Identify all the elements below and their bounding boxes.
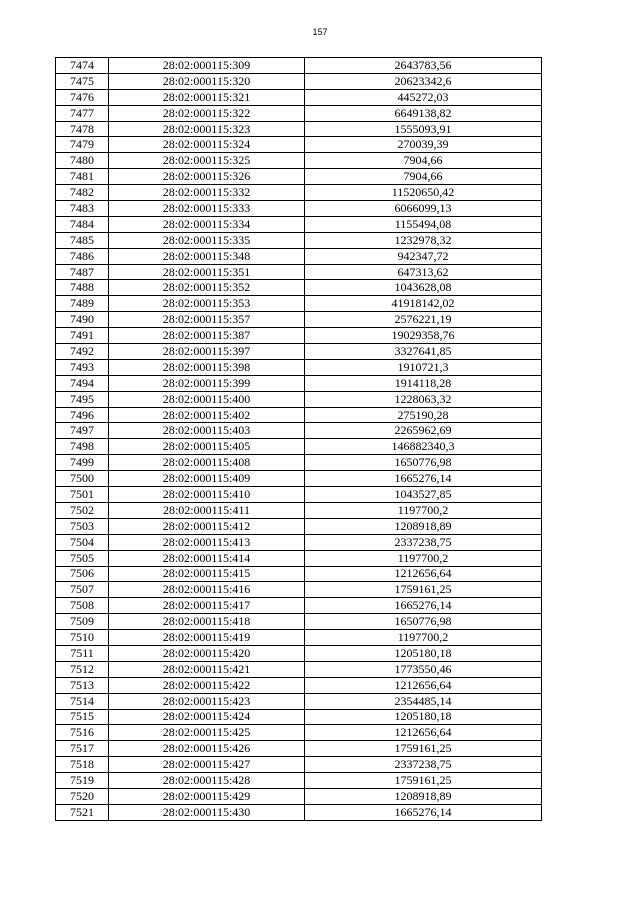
row-number-cell: 7485 xyxy=(56,232,109,248)
table-row xyxy=(56,693,542,709)
row-number-cell: 7519 xyxy=(56,773,109,789)
cadastral-value-cell: 2354485,14 xyxy=(305,693,542,709)
cadastral-number-cell: 28:02:000115:357 xyxy=(109,312,305,328)
cadastral-value-cell: 2337238,75 xyxy=(305,757,542,773)
row-number-cell: 7493 xyxy=(56,359,109,375)
cadastral-number-cell: 28:02:000115:424 xyxy=(109,709,305,725)
row-number-cell: 7499 xyxy=(56,455,109,471)
cadastral-number-cell: 28:02:000115:409 xyxy=(109,471,305,487)
cadastral-value-cell: 1228063,32 xyxy=(305,391,542,407)
cadastral-value-cell: 1650776,98 xyxy=(305,455,542,471)
cadastral-number-cell: 28:02:000115:413 xyxy=(109,534,305,550)
cadastral-number-cell: 28:02:000115:352 xyxy=(109,280,305,296)
cadastral-value-cell: 1043527,85 xyxy=(305,487,542,503)
cadastral-number-cell: 28:02:000115:419 xyxy=(109,630,305,646)
cadastral-number-cell: 28:02:000115:426 xyxy=(109,741,305,757)
cadastral-value-cell: 1232978,32 xyxy=(305,232,542,248)
cadastral-value-cell: 2265962,69 xyxy=(305,423,542,439)
table-row xyxy=(56,630,542,646)
cadastral-number-cell: 28:02:000115:408 xyxy=(109,455,305,471)
table-row xyxy=(56,216,542,232)
row-number-cell: 7516 xyxy=(56,725,109,741)
cadastral-number-cell: 28:02:000115:422 xyxy=(109,677,305,693)
cadastral-value-cell: 1212656,64 xyxy=(305,566,542,582)
table-row xyxy=(56,121,542,137)
table-row xyxy=(56,344,542,360)
cadastral-value-cell: 270039,39 xyxy=(305,137,542,153)
table-row xyxy=(56,423,542,439)
cadastral-number-cell: 28:02:000115:425 xyxy=(109,725,305,741)
row-number-cell: 7503 xyxy=(56,518,109,534)
row-number-cell: 7487 xyxy=(56,264,109,280)
cadastral-value-cell: 1650776,98 xyxy=(305,614,542,630)
table-row xyxy=(56,105,542,121)
cadastral-value-cell: 1910721,3 xyxy=(305,359,542,375)
cadastral-value-cell: 19029358,76 xyxy=(305,328,542,344)
table-row xyxy=(56,471,542,487)
cadastral-value-cell: 1212656,64 xyxy=(305,725,542,741)
table-row xyxy=(56,58,542,74)
cadastral-value-cell: 1555093,91 xyxy=(305,121,542,137)
cadastral-value-cell: 146882340,3 xyxy=(305,439,542,455)
row-number-cell: 7494 xyxy=(56,375,109,391)
row-number-cell: 7477 xyxy=(56,105,109,121)
row-number-cell: 7517 xyxy=(56,741,109,757)
table-row xyxy=(56,502,542,518)
cadastral-value-cell: 445272,03 xyxy=(305,89,542,105)
cadastral-value-cell: 1773550,46 xyxy=(305,661,542,677)
cadastral-number-cell: 28:02:000115:322 xyxy=(109,105,305,121)
table-row xyxy=(56,201,542,217)
cadastral-value-cell: 647313,62 xyxy=(305,264,542,280)
cadastral-number-cell: 28:02:000115:320 xyxy=(109,73,305,89)
cadastral-number-cell: 28:02:000115:333 xyxy=(109,201,305,217)
cadastral-value-cell: 1197700,2 xyxy=(305,630,542,646)
row-number-cell: 7521 xyxy=(56,804,109,820)
cadastral-value-cell: 6649138,82 xyxy=(305,105,542,121)
cadastral-number-cell: 28:02:000115:398 xyxy=(109,359,305,375)
row-number-cell: 7510 xyxy=(56,630,109,646)
cadastral-number-cell: 28:02:000115:387 xyxy=(109,328,305,344)
cadastral-value-cell: 11520650,42 xyxy=(305,185,542,201)
row-number-cell: 7474 xyxy=(56,58,109,74)
cadastral-value-cell: 2576221,19 xyxy=(305,312,542,328)
row-number-cell: 7491 xyxy=(56,328,109,344)
cadastral-value-cell: 1208918,89 xyxy=(305,788,542,804)
cadastral-value-cell: 1914118,28 xyxy=(305,375,542,391)
cadastral-number-cell: 28:02:000115:323 xyxy=(109,121,305,137)
row-number-cell: 7495 xyxy=(56,391,109,407)
cadastral-number-cell: 28:02:000115:418 xyxy=(109,614,305,630)
row-number-cell: 7483 xyxy=(56,201,109,217)
table-row xyxy=(56,280,542,296)
row-number-cell: 7511 xyxy=(56,645,109,661)
row-number-cell: 7504 xyxy=(56,534,109,550)
cadastral-value-cell: 1665276,14 xyxy=(305,598,542,614)
cadastral-value-cell: 1197700,2 xyxy=(305,550,542,566)
cadastral-value-cell: 1665276,14 xyxy=(305,471,542,487)
table-row xyxy=(56,741,542,757)
row-number-cell: 7502 xyxy=(56,502,109,518)
row-number-cell: 7498 xyxy=(56,439,109,455)
row-number-cell: 7479 xyxy=(56,137,109,153)
cadastral-number-cell: 28:02:000115:405 xyxy=(109,439,305,455)
row-number-cell: 7515 xyxy=(56,709,109,725)
cadastral-number-cell: 28:02:000115:334 xyxy=(109,216,305,232)
row-number-cell: 7484 xyxy=(56,216,109,232)
row-number-cell: 7489 xyxy=(56,296,109,312)
cadastral-value-cell: 1205180,18 xyxy=(305,645,542,661)
table-row xyxy=(56,773,542,789)
row-number-cell: 7488 xyxy=(56,280,109,296)
row-number-cell: 7506 xyxy=(56,566,109,582)
cadastral-value-cell: 1665276,14 xyxy=(305,804,542,820)
cadastral-number-cell: 28:02:000115:324 xyxy=(109,137,305,153)
cadastral-number-cell: 28:02:000115:423 xyxy=(109,693,305,709)
row-number-cell: 7509 xyxy=(56,614,109,630)
cadastral-value-cell: 7904,66 xyxy=(305,169,542,185)
table-row xyxy=(56,169,542,185)
cadastral-number-cell: 28:02:000115:353 xyxy=(109,296,305,312)
table-row xyxy=(56,788,542,804)
row-number-cell: 7500 xyxy=(56,471,109,487)
cadastral-value-cell: 20623342,6 xyxy=(305,73,542,89)
table-row xyxy=(56,661,542,677)
table-row xyxy=(56,645,542,661)
cadastral-number-cell: 28:02:000115:412 xyxy=(109,518,305,534)
cadastral-number-cell: 28:02:000115:411 xyxy=(109,502,305,518)
cadastral-value-cell: 6066099,13 xyxy=(305,201,542,217)
cadastral-number-cell: 28:02:000115:321 xyxy=(109,89,305,105)
table-row xyxy=(56,677,542,693)
cadastral-number-cell: 28:02:000115:414 xyxy=(109,550,305,566)
cadastral-value-cell: 1208918,89 xyxy=(305,518,542,534)
row-number-cell: 7505 xyxy=(56,550,109,566)
table-row xyxy=(56,534,542,550)
table-row xyxy=(56,248,542,264)
table-row xyxy=(56,407,542,423)
table-row xyxy=(56,582,542,598)
cadastral-value-cell: 1212656,64 xyxy=(305,677,542,693)
cadastral-value-cell: 1043628,08 xyxy=(305,280,542,296)
table-row xyxy=(56,804,542,820)
row-number-cell: 7512 xyxy=(56,661,109,677)
row-number-cell: 7496 xyxy=(56,407,109,423)
row-number-cell: 7501 xyxy=(56,487,109,503)
cadastral-number-cell: 28:02:000115:325 xyxy=(109,153,305,169)
table-row xyxy=(56,725,542,741)
cadastral-number-cell: 28:02:000115:399 xyxy=(109,375,305,391)
cadastral-number-cell: 28:02:000115:326 xyxy=(109,169,305,185)
cadastral-number-cell: 28:02:000115:416 xyxy=(109,582,305,598)
cadastral-value-cell: 1197700,2 xyxy=(305,502,542,518)
cadastral-number-cell: 28:02:000115:397 xyxy=(109,344,305,360)
cadastral-number-cell: 28:02:000115:420 xyxy=(109,645,305,661)
cadastral-value-cell: 2643783,56 xyxy=(305,58,542,74)
table-row xyxy=(56,328,542,344)
table-row xyxy=(56,757,542,773)
cadastral-number-cell: 28:02:000115:332 xyxy=(109,185,305,201)
row-number-cell: 7480 xyxy=(56,153,109,169)
cadastral-number-cell: 28:02:000115:421 xyxy=(109,661,305,677)
row-number-cell: 7520 xyxy=(56,788,109,804)
table-row xyxy=(56,709,542,725)
cadastral-number-cell: 28:02:000115:348 xyxy=(109,248,305,264)
table-row xyxy=(56,312,542,328)
row-number-cell: 7475 xyxy=(56,73,109,89)
table-row xyxy=(56,89,542,105)
cadastral-number-cell: 28:02:000115:429 xyxy=(109,788,305,804)
page-number: 157 xyxy=(312,27,328,37)
cadastral-value-cell: 1759161,25 xyxy=(305,773,542,789)
table-row xyxy=(56,455,542,471)
cadastral-value-cell: 2337238,75 xyxy=(305,534,542,550)
cadastral-number-cell: 28:02:000115:351 xyxy=(109,264,305,280)
cadastral-number-cell: 28:02:000115:403 xyxy=(109,423,305,439)
table-row xyxy=(56,153,542,169)
table-row xyxy=(56,439,542,455)
table-row xyxy=(56,518,542,534)
row-number-cell: 7507 xyxy=(56,582,109,598)
row-number-cell: 7508 xyxy=(56,598,109,614)
cadastral-number-cell: 28:02:000115:402 xyxy=(109,407,305,423)
cadastral-value-cell: 942347,72 xyxy=(305,248,542,264)
row-number-cell: 7486 xyxy=(56,248,109,264)
table-row xyxy=(56,185,542,201)
table-row xyxy=(56,296,542,312)
row-number-cell: 7513 xyxy=(56,677,109,693)
table-row xyxy=(56,391,542,407)
row-number-cell: 7476 xyxy=(56,89,109,105)
table-row xyxy=(56,73,542,89)
table-body xyxy=(56,58,542,821)
table-row xyxy=(56,264,542,280)
table-row xyxy=(56,375,542,391)
row-number-cell: 7481 xyxy=(56,169,109,185)
table-row xyxy=(56,614,542,630)
cadastral-number-cell: 28:02:000115:415 xyxy=(109,566,305,582)
cadastral-value-cell: 7904,66 xyxy=(305,153,542,169)
row-number-cell: 7514 xyxy=(56,693,109,709)
cadastral-value-cell: 41918142,02 xyxy=(305,296,542,312)
cadastral-value-cell: 1759161,25 xyxy=(305,582,542,598)
cadastral-number-cell: 28:02:000115:309 xyxy=(109,58,305,74)
table-row xyxy=(56,566,542,582)
cadastral-value-cell: 3327641,85 xyxy=(305,344,542,360)
cadastral-value-table xyxy=(55,57,542,821)
cadastral-number-cell: 28:02:000115:428 xyxy=(109,773,305,789)
row-number-cell: 7490 xyxy=(56,312,109,328)
row-number-cell: 7492 xyxy=(56,344,109,360)
table-row xyxy=(56,598,542,614)
table-row xyxy=(56,137,542,153)
table-row xyxy=(56,232,542,248)
row-number-cell: 7482 xyxy=(56,185,109,201)
cadastral-number-cell: 28:02:000115:417 xyxy=(109,598,305,614)
table-row xyxy=(56,550,542,566)
cadastral-number-cell: 28:02:000115:430 xyxy=(109,804,305,820)
cadastral-number-cell: 28:02:000115:400 xyxy=(109,391,305,407)
table-row xyxy=(56,359,542,375)
cadastral-value-cell: 1155494,08 xyxy=(305,216,542,232)
cadastral-value-cell: 1205180,18 xyxy=(305,709,542,725)
table-row xyxy=(56,487,542,503)
cadastral-value-cell: 275190,28 xyxy=(305,407,542,423)
row-number-cell: 7478 xyxy=(56,121,109,137)
cadastral-number-cell: 28:02:000115:410 xyxy=(109,487,305,503)
cadastral-number-cell: 28:02:000115:427 xyxy=(109,757,305,773)
cadastral-value-cell: 1759161,25 xyxy=(305,741,542,757)
row-number-cell: 7497 xyxy=(56,423,109,439)
cadastral-number-cell: 28:02:000115:335 xyxy=(109,232,305,248)
row-number-cell: 7518 xyxy=(56,757,109,773)
